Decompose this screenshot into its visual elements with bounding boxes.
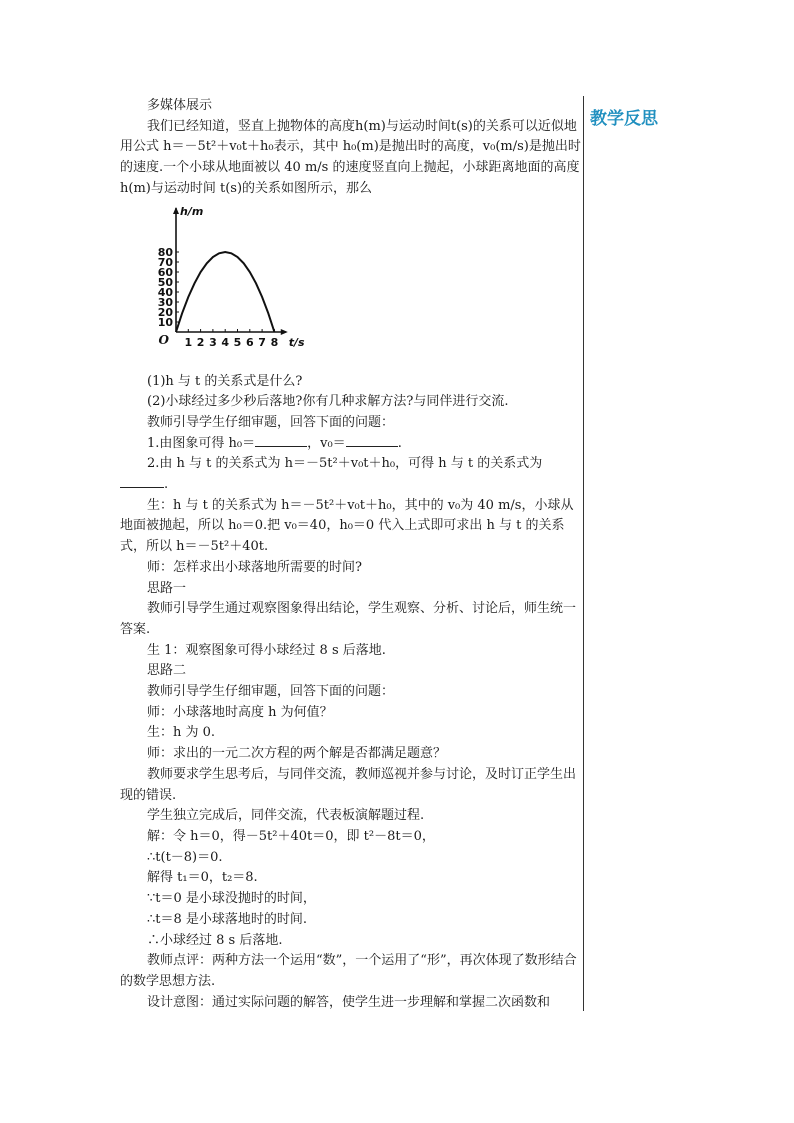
y-tick-label: 80 <box>158 245 173 259</box>
x-axis-label: t/s <box>288 335 305 349</box>
column-divider <box>583 96 584 1011</box>
answer-blank-h0 <box>255 434 307 447</box>
approach-1-heading: 思路一 <box>147 580 187 596</box>
x-tick-label: 8 <box>270 335 279 349</box>
x-tick-label: 3 <box>209 335 217 349</box>
guide-item-1-c: . <box>397 435 402 451</box>
height-time-chart <box>120 204 582 364</box>
y-tick-label: 40 <box>158 285 173 299</box>
guide-item-2 <box>120 454 582 495</box>
approach-2-heading: 思路二 <box>147 663 187 679</box>
approach-2-a1: 生：h 为 0. <box>147 725 216 741</box>
approach-1-answer: 生 1：观察图象可得小球经过 8 s 后落地. <box>147 642 386 658</box>
x-tick-label: 1 <box>184 335 193 349</box>
guide-item-2-b: . <box>164 477 169 493</box>
y-tick-label: 60 <box>158 265 173 279</box>
multimedia-heading: 多媒体展示 <box>147 98 213 113</box>
question-2: (2)小球经过多少秒后落地?你有几种求解方法?与同伴进行交流. <box>147 394 509 410</box>
y-tick-label: 30 <box>158 295 173 309</box>
teacher-question: 师：怎样求出小球落地所需要的时间? <box>147 559 362 575</box>
x-tick-label: 5 <box>233 335 242 349</box>
lesson-body <box>120 96 582 1013</box>
x-tick-label: 6 <box>245 335 254 349</box>
y-tick-label: 50 <box>158 275 173 289</box>
solution-line-5: ∴t＝8 是小球落地时的时间. <box>147 911 308 927</box>
approach-2-note: 教师要求学生思考后，与同伴交流，教师巡视并参与讨论，及时订正学生出现的错误. <box>120 766 577 803</box>
solution-line-1: 解：令 h＝0，得－5t²＋40t＝0，即 t²－8t＝0， <box>147 828 435 844</box>
guide-item-1-b: ，v₀＝ <box>307 435 346 451</box>
approach-2-intro: 教师引导学生仔细审题，回答下面的问题： <box>147 684 395 700</box>
y-axis-arrow <box>173 207 179 214</box>
y-tick-label: 70 <box>158 255 173 269</box>
question-1: (1)h 与 t 的关系式是什么? <box>147 373 303 389</box>
approach-2-q2: 师：求出的一元二次方程的两个解是否都满足题意？ <box>147 746 447 762</box>
guide-intro: 教师引导学生仔细审题，回答下面的问题： <box>147 414 395 430</box>
solution-line-4: ∵t＝0 是小球没抛时的时间， <box>147 891 316 907</box>
chart-svg <box>158 204 318 364</box>
approach-2-work: 学生独立完成后，同伴交流，代表板演解题过程. <box>147 808 425 824</box>
y-axis-label: h/m <box>180 204 204 218</box>
y-tick-label: 20 <box>158 305 173 319</box>
height-curve <box>176 252 274 332</box>
student-answer: 生：h 与 t 的关系式为 h＝－5t²＋v₀t＋h₀，其中的 v₀为 40 m/s，小球从地面被抛起，所以 h₀＝0.把 v₀＝40，h₀＝0 代入上式即可求出 h 与 t 的关系式，所以 h＝－5t²＋40t. <box>120 497 574 555</box>
solution-line-3: 解得 t₁＝0，t₂＝8. <box>147 870 258 886</box>
approach-1-text: 教师引导学生通过观察图象得出结论，学生观察、分析、讨论后，师生统一答案. <box>120 601 577 637</box>
problem-text: 我们已经知道，竖直上抛物体的高度h(m)与运动时间t(s)的关系可以近似地用公式 h＝－5t²＋v₀t＋h₀表示，其中 h₀(m)是抛出时的高度，v₀(m/s)是抛出时的速度.一个小球从地面被以 40 m/s 的速度竖直向上抛起，小球距离地面的高度 h(m)与运动时间 t(s)的关系如图所示，那么 <box>120 118 581 196</box>
guide-item-1-a: 1.由图象可得 h₀＝ <box>147 435 256 451</box>
reflection-heading: 教学反思 <box>590 109 658 129</box>
x-tick-label: 4 <box>221 335 230 349</box>
x-tick-label: 7 <box>258 335 266 349</box>
origin-label: O <box>158 332 169 347</box>
answer-blank-relation <box>120 475 164 488</box>
teacher-review: 教师点评：两种方法一个运用“数”，一个运用了“形”，再次体现了数形结合的数学思想方法. <box>120 953 577 989</box>
guide-item-2-a: 2.由 h 与 t 的关系式为 h＝－5t²＋v₀t＋h₀，可得 h 与 t 的关系式为 <box>147 456 543 472</box>
x-tick-label: 2 <box>196 335 205 349</box>
x-axis-arrow <box>281 329 288 335</box>
y-tick-label: 10 <box>158 315 173 329</box>
answer-blank-v0 <box>346 434 398 447</box>
guide-item-1 <box>120 434 582 455</box>
solution-line-6: ∴小球经过 8 s 后落地. <box>147 932 283 948</box>
design-intent: 设计意图：通过实际问题的解答，使学生进一步理解和掌握二次函数和 <box>147 994 551 1010</box>
approach-2-q1: 师：小球落地时高度 h 为何值？ <box>147 704 333 720</box>
solution-line-2: ∴t(t－8)＝0. <box>147 849 223 865</box>
